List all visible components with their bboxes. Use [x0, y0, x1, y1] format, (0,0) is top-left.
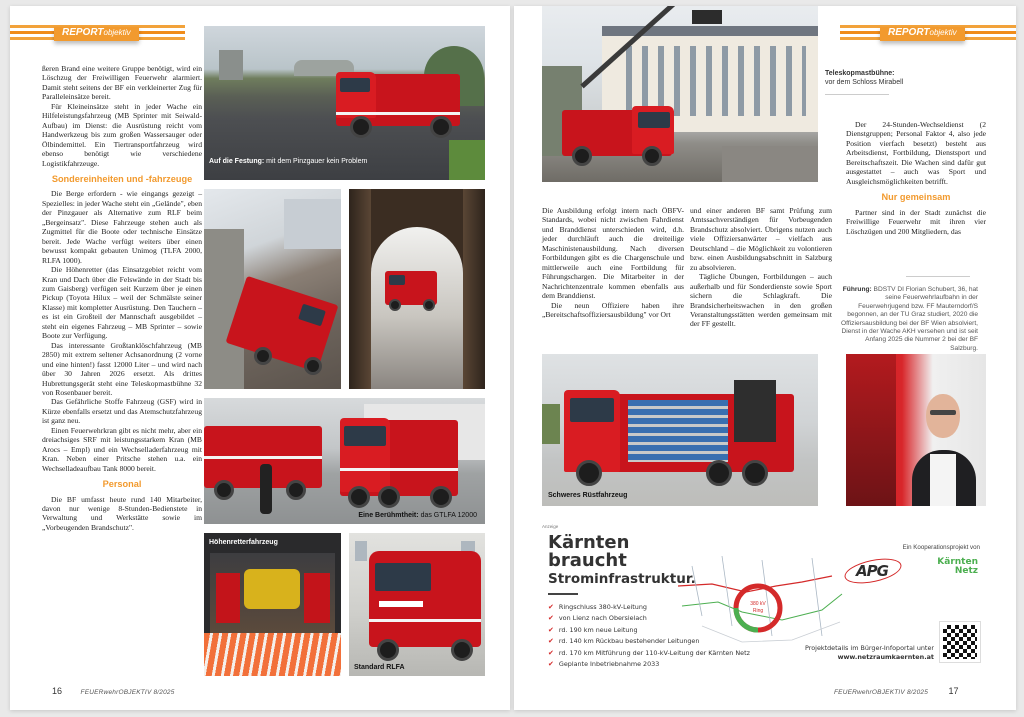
- checkmark-icon: ✔: [548, 637, 554, 646]
- section-heading: Personal: [102, 479, 142, 490]
- caption-bold: Führung:: [842, 286, 872, 293]
- photo-teleskop: [542, 6, 818, 182]
- left-page: [10, 6, 510, 710]
- paragraph: Einen Feuerwehrkran gibt es nicht mehr, aber ein dreiachsiges SRF mit leistungsstarkem Kran (MB Arocs – Empl) und ein Wechselladerfahrzeug mit Kran. Neben einer Pritsche stehen u.a. ein Wechselladeaufbau Tank 8000 bereit.: [42, 425, 202, 473]
- magazine-issue: FEUERwehrOBJEKTIV 8/2025: [80, 689, 175, 696]
- left-folio: [52, 686, 175, 696]
- ad-headline-line: braucht: [548, 550, 627, 571]
- ad-label: Anzeige: [542, 524, 559, 529]
- checkmark-icon: ✔: [548, 648, 554, 657]
- ad-coop-label: Ein Kooperationsprojekt von: [902, 544, 980, 551]
- report-banner-left: [10, 23, 185, 45]
- paragraph: Für Kleineinsätze steht in jeder Wache ein Hilfeleistungsfahrzeug (MB Sprinter mit Seiwald-Aufbau) im Dienst: die Ausrüstung reicht vom Handwerkzeug bis zum großen Wassersauger oder Ölbindemittel. Ein Tiertransportfahrzeug wird ebenso benötigt wie verschiedene Logistikfahrzeuge.: [42, 101, 202, 168]
- ring-label: 380 kV: [750, 601, 766, 607]
- caption-text: mit dem Pinzgauer kein Problem: [266, 158, 368, 165]
- paragraph: und einer anderen BF samt Prüfung zum Amtssachverständigen für Vorbeugenden Brandschutz absolviert. Übrigens nutzen auch viele Offiziersanwärter – vielfach aus Deutschland – die Möglichkeit zu volontieren bzw. einen Ausbildungsabschnitt in Salzburg zu absolvieren.: [690, 206, 832, 272]
- ad-check-text: Geplante Inbetriebnahme 2033: [558, 660, 660, 669]
- ad-headline-line: Kärnten: [548, 532, 630, 553]
- left-text-column: [42, 64, 202, 532]
- magazine-issue: FEUERwehrOBJEKTIV 8/2025: [834, 689, 929, 696]
- ad-check-text: rd. 140 km Rückbau bestehender Leitungen: [558, 637, 700, 646]
- ad-network-map: [672, 546, 852, 656]
- qr-code[interactable]: [940, 622, 980, 662]
- caption-ruest: Schweres Rüstfahrzeug: [548, 491, 628, 499]
- ad-underline: [548, 593, 578, 595]
- caption-bold: Eine Berühmtheit:: [358, 511, 419, 519]
- ad-portal-text: Projektdetails im Bürger-Infoportal unter: [805, 644, 934, 652]
- ad-netzraum: [548, 534, 986, 680]
- photo-pinzgauer-slope: [204, 189, 341, 389]
- section-heading: Sondereinheiten und -fahrzeuge: [51, 173, 193, 184]
- right-folio: [834, 686, 959, 696]
- paragraph: Die Berge erfordern - wie eingangs gezeigt – Spezielles: in jeder Wache steht ein „Gelände", eben der Pinzgauer als Alternative zum RLF beim „Bergeinsatz". Diese Fahrzeuge stehen auch als Zugmittel für die Boote oder technische Einsätze bereit. Jede Wache verfügt weiters über einen bewusst kompakt gebauten Unimog (TLFA 2000, RLFA 1000).: [42, 189, 202, 265]
- checkmark-icon: ✔: [548, 660, 554, 669]
- paragraph: Die Höhenretter (das Einsatzgebiet reicht vom Kran und Dach über die Felswände in der Stadt bis zum Gaisberg) verfügen seit Kurzem über je einen Pickup (Toyota Hilux – weil der Schmälste seiner Klasse) mit kompletter Ausrüstung. Den Tauchern – es ist ein Großteil der Mannschaft ausgebildet – steht ein eigenes Fahrzeug – MB Sprinter – sowie Boote zur Verfügung.: [42, 265, 202, 341]
- kn-logo-line: Kärnten: [937, 557, 978, 567]
- ad-headline-line: Strominfrastruktur.: [548, 571, 696, 587]
- bio-caption: [838, 286, 978, 353]
- kaernten-netz-logo: [937, 558, 978, 576]
- paragraph: Das interessante Großtanklöschfahrzeug (MB 2850) mit extrem seltener Achsanordnung (2 vorne und eine hinten!) fasst 12000 Liter – und wird nach über 30 Jahren 2026 ersetzt. Als drittes Hubrettungsgerät steht eine Teleskopmastbühne 32 von Rosenbauer bereit.: [42, 340, 202, 397]
- ring-label: Ring: [752, 608, 764, 614]
- photo-rlfa: [349, 533, 485, 676]
- checkmark-icon: ✔: [548, 625, 554, 634]
- ad-check-text: Ringschluss 380-kV-Leitung: [558, 603, 647, 611]
- ad-check-item: [548, 659, 750, 670]
- checkmark-icon: ✔: [548, 603, 554, 611]
- ad-check-text: rd. 190 km neue Leitung: [558, 625, 638, 634]
- caption-teleskop: [825, 70, 903, 87]
- paragraph: ßeren Brand eine weitere Gruppe benötigt, wird ein Löschzug der Freiwilligen Feuerwehr alarmiert. Damit steht seitens der BF ein verkleinerter Zug für Paralleleinsätze bereit.: [42, 64, 202, 102]
- banner-brand: REPORT: [888, 27, 930, 38]
- paragraph: Partner sind in der Stadt zunächst die Freiwillige Feuerwehr mit ihren vier Löschzügen und 200 Mitgliedern, das: [846, 207, 986, 236]
- paragraph: Das Gefährliche Stoffe Fahrzeug (GSF) wird in Kürze ebenfalls ersetzt und das Atemschutzfahrzeug ist ganz neu.: [42, 397, 202, 426]
- checkmark-icon: ✔: [548, 614, 554, 623]
- apg-logo-text: APG: [856, 562, 888, 580]
- photo-portrait: [846, 354, 986, 506]
- banner-brand: REPORT: [62, 27, 104, 38]
- photo-arch-gate: [349, 189, 485, 389]
- ad-check-text: rd. 170 km Mitführung der 110-kV-Leitung der Kärnten Netz: [558, 648, 750, 657]
- caption-rlfa: Standard RLFA: [354, 663, 405, 671]
- caption-festung: [209, 158, 367, 167]
- caption-gtlfa: [358, 512, 477, 521]
- photo-ruestfahrzeug: [542, 354, 818, 506]
- page-number: 17: [948, 686, 959, 696]
- right-text-column-1: [542, 206, 684, 319]
- right-text-column-3: [846, 120, 986, 236]
- paragraph: Die BF umfasst heute rund 140 Mitarbeiter, davon nur wenige 8-Stunden-Bedienstete in Verwaltung und Werkstätte sowie im „Vorbeugenden Brandschutz".: [42, 494, 202, 532]
- ad-check-text: von Lienz nach Obersielach: [558, 614, 647, 623]
- caption-text: BDSTV DI Florian Schubert, 36, hat seine Feuerwehrlaufbahn in der Feuerwehrjugend bzw. FF Mauterndorf/S begonnen, an der TU Graz studiert, 2020 die Offiziersausbildung bei der BF Wien absolviert, Dienst in der Wache AKH versehen und ist seit Anfang 2025 die Nummer 2 bei der BF Salzburg.: [841, 286, 978, 352]
- caption-text: das GTLFA 12000: [420, 511, 477, 519]
- paragraph: Die neun Offiziere haben ihre „Bereitschaftsoffiziersausbildung" vor Ort: [542, 300, 684, 319]
- photo-hoehenretter: [204, 533, 341, 676]
- paragraph: Tägliche Übungen, Fortbildungen – auch außerhalb und für Sonderdienste sowie Sport sichern die Schlagkraft. Die Brandsicherheitswachen in den großen Veranstaltungsstätten werden gemeinsam mit der FF gestellt.: [690, 272, 832, 329]
- caption-text: vor dem Schloss Mirabell: [825, 78, 904, 86]
- page-number: 16: [52, 686, 63, 696]
- bio-divider: [906, 276, 970, 277]
- right-page: [514, 6, 1016, 710]
- map-line-network: [692, 556, 822, 636]
- caption-bold: Teleskopmastbühne:: [825, 70, 895, 77]
- ad-portal-url[interactable]: www.netzraumkaernten.at: [837, 653, 934, 661]
- caption-bold: Auf die Festung:: [209, 158, 265, 165]
- section-heading: Nur gemeinsam: [881, 192, 951, 203]
- paragraph: Der 24-Stunden-Wechseldienst (2 Dienstgruppen; Personal Faktor 4, also jede Position vierfach besetzt) besteht aus Arbeitsdienst, Fortbildung, Dienstsport und Bereitschaftszeit. Die Wachen sind dafür gut ausgestattet – auch was Sport und Ausgleichsmöglichkeiten betrifft.: [846, 120, 986, 186]
- report-banner-right: [840, 23, 1016, 45]
- banner-brand-sub: objektiv: [103, 28, 131, 37]
- ad-portal: [805, 644, 934, 662]
- right-text-column-2: [690, 206, 832, 329]
- kn-logo-line: Netz: [954, 566, 978, 576]
- caption-hoehenretter: Höhenretterfahrzeug: [209, 539, 278, 546]
- photo-gtlfa: [204, 398, 485, 524]
- paragraph: Die Ausbildung erfolgt intern nach ÖBFV-Standards, wobei nicht zwischen Fahrdienst und Branddienst unterschieden wird, d.h. jeder durchläuft auch die dreiteilige Maschinistenausbildung. Nach diversen Fortbildungen gibt es die Chargenschule und mittlerweile auch eine Fortbildung für Führungschargen. Die Mitarbeiter in der Nachrichtenzentrale kommen ebenfalls aus dem Branddienst.: [542, 206, 684, 301]
- photo-festung: [204, 26, 485, 180]
- caption-divider: [825, 94, 889, 95]
- banner-brand-sub: objektiv: [929, 28, 957, 37]
